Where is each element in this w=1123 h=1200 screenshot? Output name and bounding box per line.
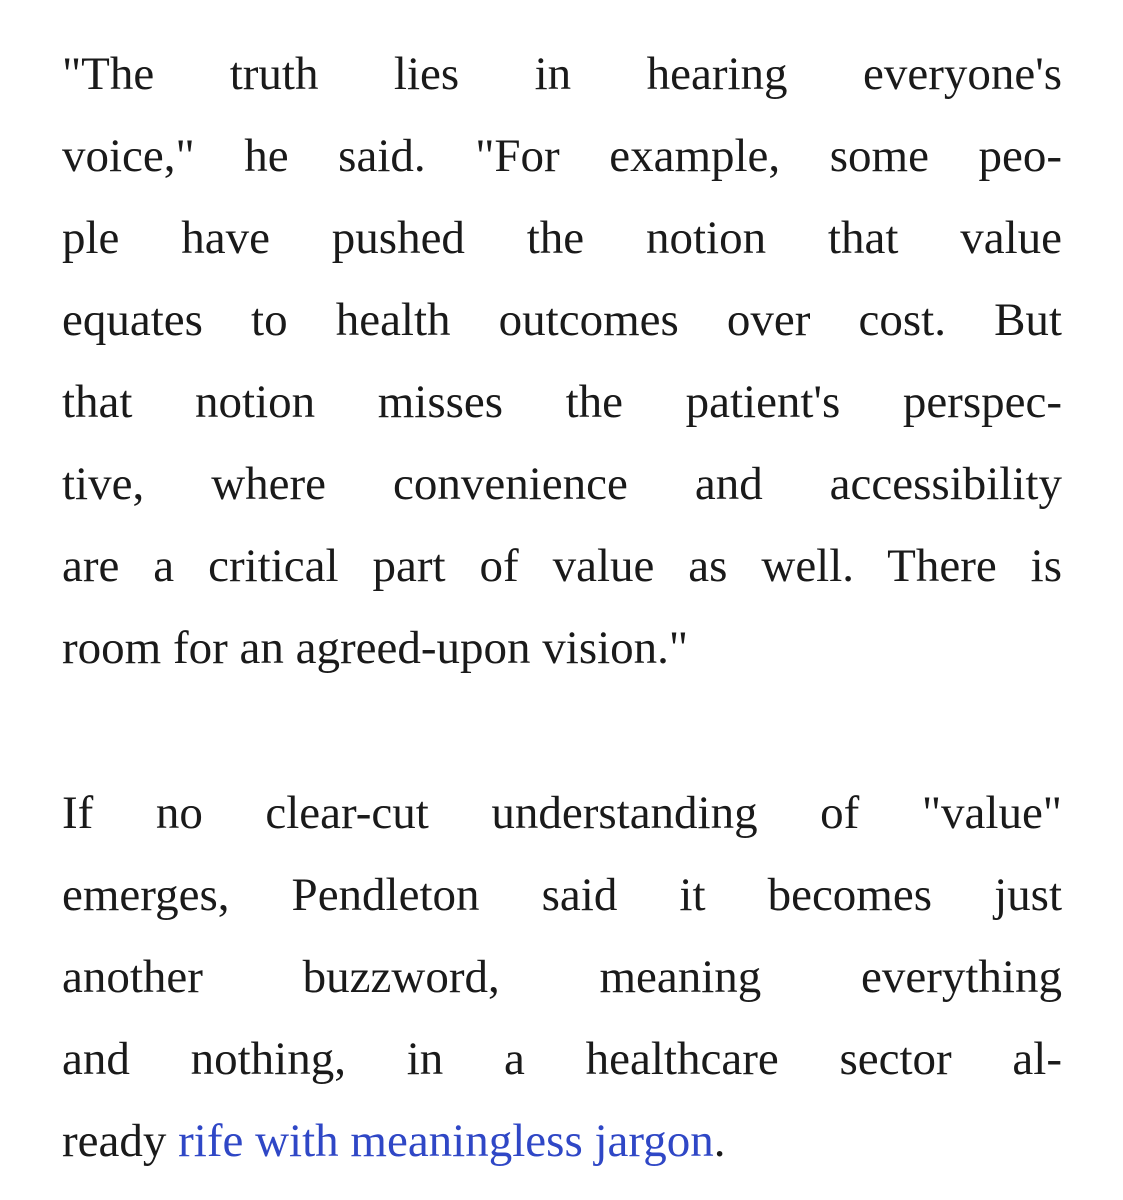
paragraph-quote	[62, 40, 1062, 696]
text-line: "The truth lies in hearing everyone's	[62, 48, 1062, 100]
text-line: voice," he said. "For example, some peo-	[62, 130, 1062, 182]
text-line: room for an agreed-upon vision."	[62, 622, 689, 674]
jargon-article-link[interactable]: rife with meaningless jargon	[178, 1115, 714, 1167]
text-line: tive, where convenience and accessibility	[62, 458, 1062, 510]
text-line: ple have pushed the notion that value	[62, 212, 1062, 264]
text-line: If no clear-cut understanding of "value"	[62, 787, 1062, 839]
text-after-link: .	[713, 1115, 726, 1167]
paragraph-spacer	[62, 696, 1062, 779]
article-body	[62, 40, 1062, 1189]
text-line: are a critical part of value as well. There is	[62, 540, 1062, 592]
text-before-link: ready	[62, 1115, 179, 1167]
text-line: emerges, Pendleton said it becomes just	[62, 869, 1062, 921]
text-line: equates to health outcomes over cost. But	[62, 294, 1062, 346]
text-line: that notion misses the patient's perspec-	[62, 376, 1062, 428]
text-line: another buzzword, meaning everything	[62, 951, 1062, 1003]
text-line-with-link	[62, 1107, 1062, 1189]
paragraph-value	[62, 779, 1062, 1189]
text-line: and nothing, in a healthcare sector al-	[62, 1033, 1062, 1085]
